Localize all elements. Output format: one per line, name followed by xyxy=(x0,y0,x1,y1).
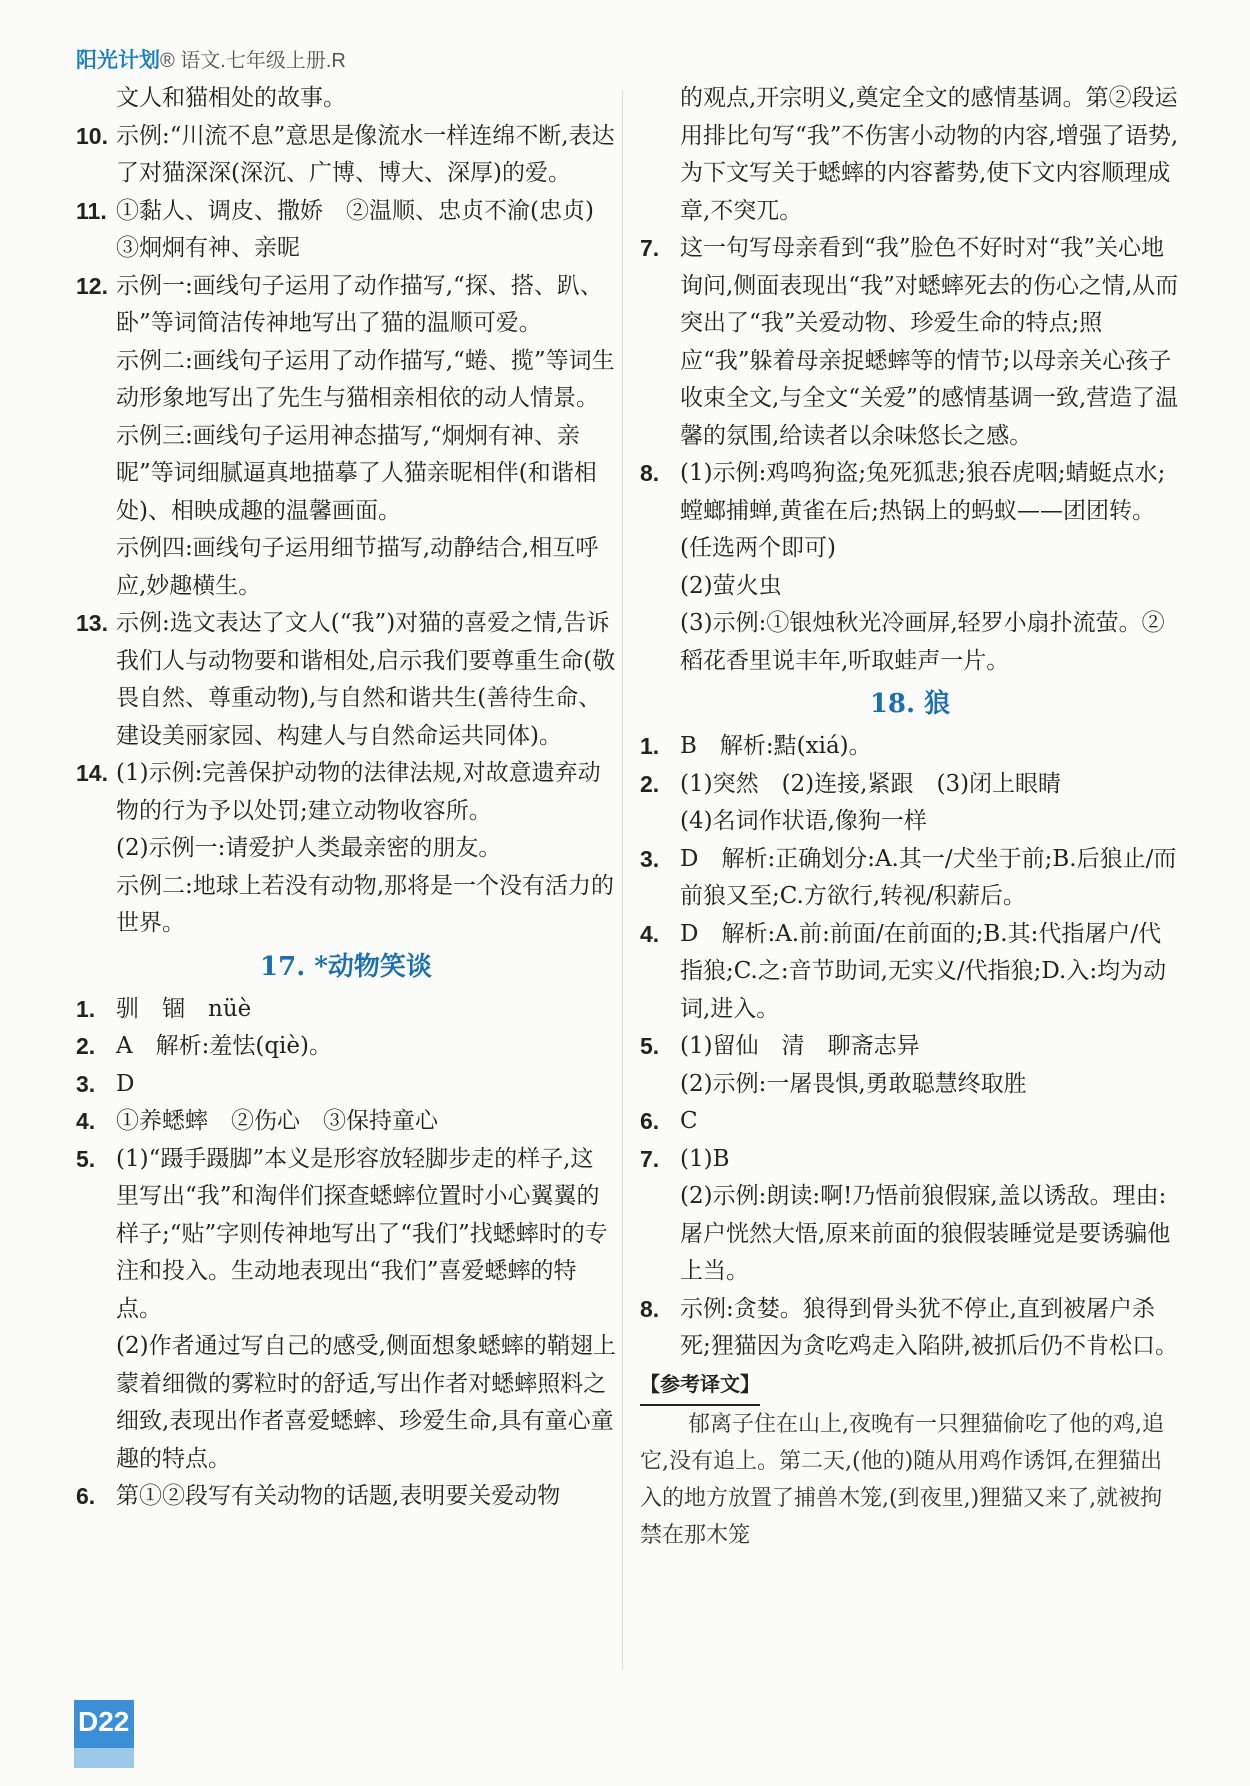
reference-translation-title: 【参考译文】 xyxy=(640,1367,760,1407)
page-number-bar xyxy=(74,1748,134,1768)
answer-18-2: 2. (1)突然 (2)连接,紧跟 (3)闭上眼睛 (4)名词作状语,像狗一样 xyxy=(640,770,1062,834)
answer-17-5: 5. (1)“蹑手蹑脚”本义是形容放轻脚步走的样子,这里写出“我”和淘伴们探查蟋蟀位置时小心翼翼的样子;“贴”字则传神地写出了“我们”找蟋蟀时的专注和投入。生动地表现出“我们”喜爱蟋蟀的特点。 (2)作者通过写自己的感受,侧面想象蟋蟀的鞘翅上蒙着细微的雾粒时的舒适,写出作者对蟋蟀照料之细致,表现出作者喜爱蟋蟀、珍爱生命,具有童心童趣的特点。 xyxy=(76,1145,616,1472)
answer-13: 13. 示例:选文表达了文人(“我”)对猫的喜爱之情,告诉我们人与动物要和谐相处,启示我们要尊重生命(敬畏自然、尊重动物),与自然和谐共生(善待生命、建设美丽家园、构建人与自然命运共同体)。 xyxy=(76,610,616,749)
answer-14: 14. (1)示例:完善保护动物的法律法规,对故意遗弃动物的行为予以处罚;建立动物收容所。 (2)示例一:请爱护人类最亲密的朋友。 示例二:地球上若没有动物,那将是一个没有活力的世界。 xyxy=(76,760,615,936)
right-column xyxy=(640,80,1180,1554)
answer-12-example-3: 示例三:画线句子运用神态描写,“炯炯有神、亲昵”等词细腻逼真地描摹了人猫亲昵相伴(和谐相处)、相映成趣的温馨画面。 xyxy=(116,422,597,524)
answer-12-example-2: 示例二:画线句子运用了动作描写,“蜷、揽”等词生动形象地写出了先生与猫相亲相依的动人情景。 xyxy=(116,347,615,411)
page-number: D22 xyxy=(78,1706,130,1737)
section-title-17: 17. *动物笑谈 xyxy=(260,951,432,982)
answer-18-4: 4. D 解析:A.前:前面/在前面的;B.其:代指屠户/代指狼;C.之:音节助词,无实义/代指狼;D.入:均为动词,进入。 xyxy=(640,920,1167,1022)
section-title-18: 18. 狼 xyxy=(869,689,951,719)
answer-17-3: 3. D xyxy=(76,1070,135,1097)
answer-12-example-1: 示例一:画线句子运用了动作描写,“探、搭、趴、卧”等词简洁传神地写出了猫的温顺可爱。 xyxy=(116,272,603,336)
column-divider xyxy=(622,90,623,1670)
answer-12: 12. 示例一:画线句子运用了动作描写,“探、搭、趴、卧”等词简洁传神地写出了猫的温顺可爱。 示例二:画线句子运用了动作描写,“蜷、揽”等词生动形象地写出了先生与猫相亲相依的动人情景。 示例三:画线句子运用神态描写,“炯炯有神、亲昵”等词细腻逼真地描摹了人猫亲昵相伴(和谐相处)、相映成趣的温馨画面。 示例四:画线句子运用细节描写,动静结合,相互呼应,妙趣横生。 xyxy=(76,268,616,606)
answer-18-7: 7. (1)B (2)示例:朗读:啊!乃悟前狼假寐,盖以诱敌。理由:屠户恍然大悟,原来前面的狼假装睡觉是要诱骗他上当。 xyxy=(640,1145,1171,1284)
answer-10: 10. 示例:“川流不息”意思是像流水一样连绵不断,表达了对猫深深(深沉、广博、博大、深厚)的爱。 xyxy=(76,122,615,186)
continued-text: 文人和猫相处的故事。 xyxy=(116,85,346,111)
answer-17-8: 8. (1)示例:鸡鸣狗盗;兔死狐悲;狼吞虎咽;蜻蜓点水;螳螂捕蝉,黄雀在后;热锅上的蚂蚁——团团转。(任选两个即可) (2)萤火虫 (3)示例:①银烛秋光冷画屏,轻罗小扇扑流萤。②稻花香里说丰年,听取蛙声一片。 xyxy=(640,460,1166,674)
answer-18-1: 1. B 解析:黠(xiá)。 xyxy=(640,733,872,759)
answer-17-6: 6. 第①②段写有关动物的话题,表明要关爱动物 xyxy=(76,1483,561,1509)
page-header xyxy=(76,44,346,74)
answer-17-7: 7. 这一句写母亲看到“我”脸色不好时对“我”关心地询问,侧面表现出“我”对蟋蟀死去的伤心之情,从而突出了“我”关爱动物、珍爱生命的特点;照应“我”躲着母亲捉蟋蟀等的情节;以母亲关心孩子收束全文,与全文“关爱”的感情基调一致,营造了温馨的氛围,给读者以余味悠长之感。 xyxy=(640,235,1179,449)
answer-18-5: 5. (1)留仙 清 聊斋志异 (2)示例:一屠畏惧,勇敢聪慧终取胜 xyxy=(640,1033,1027,1097)
reference-translation-text: 郁离子住在山上,夜晚有一只狸猫偷吃了他的鸡,追它,没有追上。第二天,(他的)随从用鸡作诱饵,在狸猫出入的地方放置了捕兽木笼,(到夜里,)狸猫又来了,就被拘禁在那木笼 xyxy=(640,1412,1164,1548)
answer-18-8: 8. 示例:贪婪。狼得到骨头犹不停止,直到被屠户杀死;狸猫因为贪吃鸡走入陷阱,被抓后仍不肯松口。 xyxy=(640,1295,1179,1359)
registered-mark: ® xyxy=(160,50,175,72)
book-subtitle: 语文.七年级上册.R xyxy=(174,50,346,72)
left-column xyxy=(76,80,616,1516)
answer-17-2: 2. A 解析:羞怯(qiè)。 xyxy=(76,1033,332,1059)
answer-17-1: 1. 驯 锢 nüè xyxy=(76,995,252,1022)
reference-translation xyxy=(640,1366,1180,1555)
answer-18-6: 6. C xyxy=(640,1108,698,1134)
answer-11: 11. ①黏人、调皮、撒娇 ②温顺、忠贞不渝(忠贞) ③炯炯有神、亲昵 xyxy=(76,197,617,261)
answer-17-4: 4. ①养蟋蟀 ②伤心 ③保持童心 xyxy=(76,1108,438,1134)
answer-18-3: 3. D 解析:正确划分:A.其一/犬坐于前;B.后狼止/而前狼又至;C.方欲行,转视/积薪后。 xyxy=(640,845,1177,909)
continued-text: 的观点,开宗明义,奠定全文的感情基调。第②段运用排比句写“我”不伤害小动物的内容,增强了语势,为下文写关于蟋蟀的内容蓄势,使下文内容顺理成章,不突兀。 xyxy=(680,85,1179,224)
brand-logo: 阳光计划 xyxy=(76,49,160,72)
answer-12-example-4: 示例四:画线句子运用细节描写,动静结合,相互呼应,妙趣横生。 xyxy=(116,535,599,599)
